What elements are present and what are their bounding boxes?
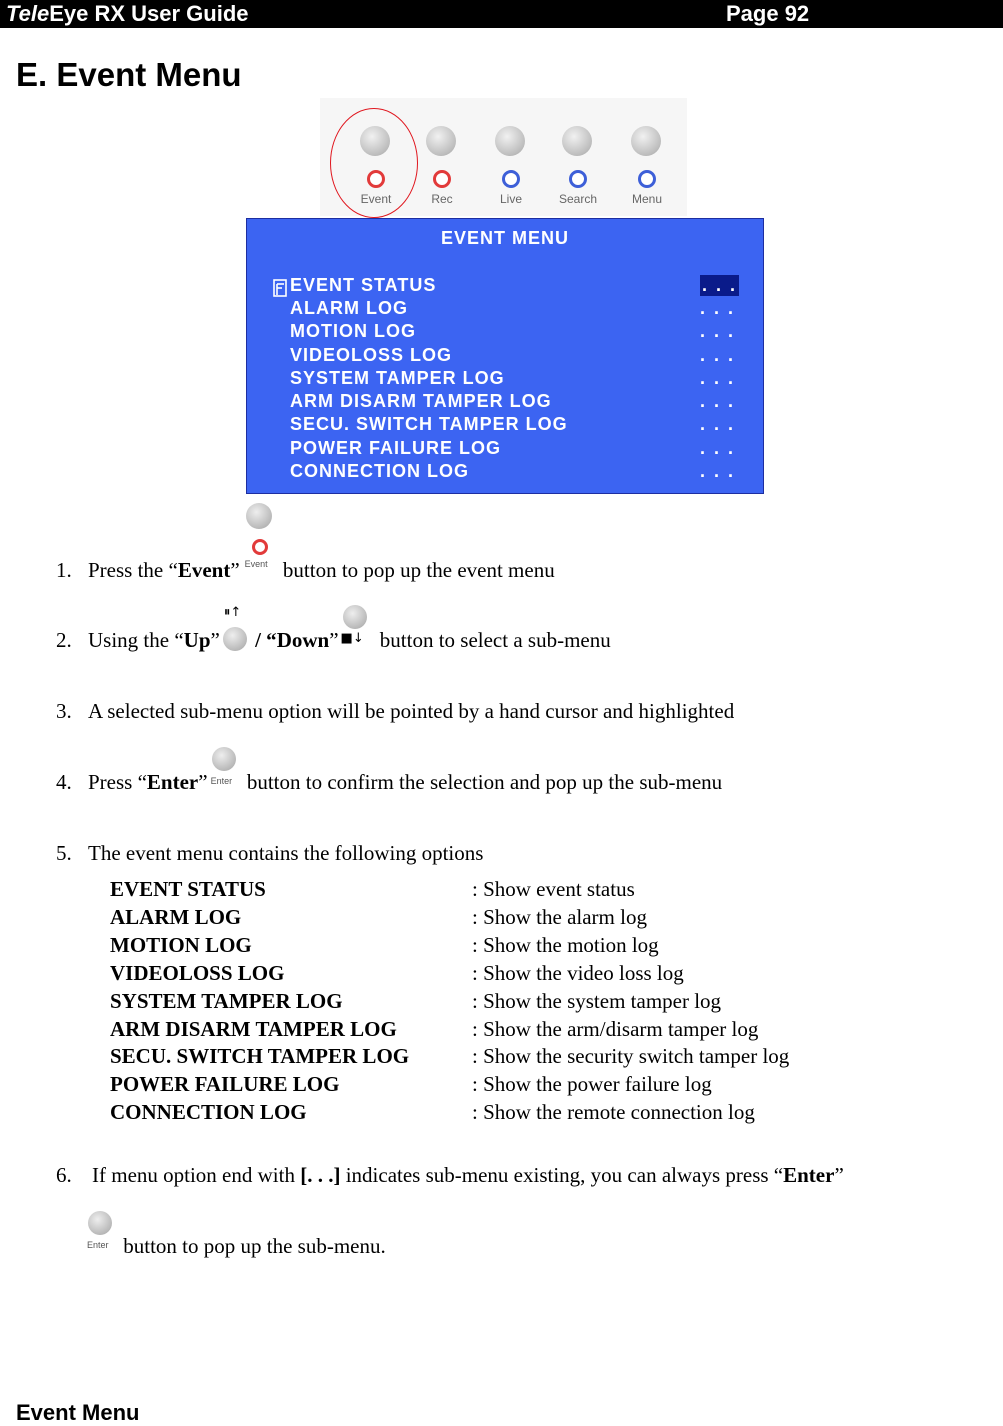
down-button-icon: ■↓ [339, 631, 375, 653]
step-6: 6. If menu option end with [. . .] indicates sub-menu existing, you can always press “Enter” [56, 1163, 844, 1187]
blue-led-icon [569, 170, 587, 188]
event-button-icon: Event [240, 561, 278, 583]
step-2: 2. Using the “Up” ⏸↑ / “Down” ■↓ button to select a sub-menu [56, 605, 611, 652]
step-3: 3. A selected sub-menu option will be pointed by a hand cursor and highlighted [56, 699, 735, 723]
osd-event-menu [246, 218, 764, 494]
step-5: 5. The event menu contains the following options [56, 841, 484, 865]
button-cap-icon [631, 126, 661, 156]
button-cap-icon [562, 126, 592, 156]
live-panel-button: Live [481, 98, 541, 216]
red-led-icon [433, 170, 451, 188]
enter-button-icon: Enter [208, 773, 242, 795]
osd-item-event-status[interactable]: EVENT STATUS . . . [290, 275, 738, 295]
rec-panel-button: Rec [412, 98, 472, 216]
button-cap-icon [495, 126, 525, 156]
osd-item-motion-log[interactable]: MOTION LOG . . . [290, 321, 736, 341]
osd-item-arm-disarm-tamper-log[interactable]: ARM DISARM TAMPER LOG . . . [290, 391, 736, 411]
enter-button-icon: Enter [86, 1237, 118, 1259]
osd-item-videoloss-log[interactable]: VIDEOLOSS LOG . . . [290, 345, 736, 365]
hand-cursor-icon [273, 279, 287, 297]
blue-led-icon [502, 170, 520, 188]
blue-led-icon [638, 170, 656, 188]
osd-item-connection-log[interactable]: CONNECTION LOG . . . [290, 461, 736, 481]
osd-item-secu-switch-tamper-log[interactable]: SECU. SWITCH TAMPER LOG . . . [290, 414, 736, 434]
step-6-continued: Enter button to pop up the sub-menu. [86, 1234, 386, 1259]
button-cap-icon [426, 126, 456, 156]
section-title: E. Event Menu [16, 56, 242, 93]
search-panel-button: Search [548, 98, 608, 216]
event-panel-button: Event [346, 98, 406, 216]
step-1: 1. Press the “Event” Event button to pop up the event menu [56, 558, 555, 583]
red-led-icon [252, 539, 268, 555]
page-number: Page 92 [726, 1, 810, 26]
guide-title: TeleEye RX User Guide [6, 1, 249, 26]
menu-panel-button: Menu [617, 98, 677, 216]
step-4: 4. Press “Enter” Enter button to confirm the selection and pop up the sub-menu [56, 770, 722, 795]
up-button-icon: ⏸↑ [220, 631, 250, 653]
osd-title: EVENT MENU [440, 228, 569, 248]
page-header [0, 0, 1003, 28]
page-footer: Event Menu [16, 1400, 140, 1425]
osd-item-system-tamper-log[interactable]: SYSTEM TAMPER LOG . . . [290, 368, 736, 388]
osd-item-power-failure-log[interactable]: POWER FAILURE LOG . . . [290, 438, 736, 458]
highlight-circle [330, 108, 418, 218]
osd-item-alarm-log[interactable]: ALARM LOG . . . [290, 298, 736, 318]
